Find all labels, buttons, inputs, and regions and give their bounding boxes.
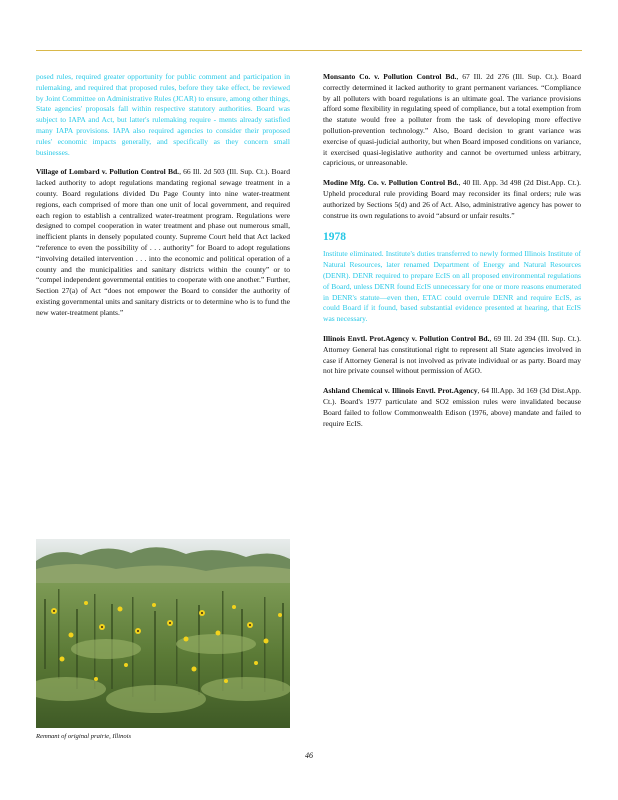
header-rule bbox=[36, 50, 582, 51]
photo-caption: Remnant of original prairie, Illinois bbox=[36, 733, 132, 740]
case-entry-monsanto bbox=[323, 72, 581, 169]
prairie-photo bbox=[36, 539, 290, 728]
case-text: , 40 Ill. App. 3d 498 (2d Dist.App. Ct.). Upheld procedural rule providing Board may reconsider its final orders; rule was authorized by Sections 5(d) and 26 of Act. Also, administrative agency has power to construe its own regulations to avoid “absurd or unfair results.” bbox=[323, 178, 581, 220]
case-text: , 69 Ill. 2d 394 (Ill. Sup. Ct.). Attorney General has constitutional right to represent all State agencies involved in case if Attorney General is not involved as private individual or as party. Board may not hire private counsel without permission of AGO. bbox=[323, 333, 581, 376]
case-name: Modine Mfg. Co. v. Pollution Control Bd. bbox=[323, 178, 459, 188]
right-column bbox=[323, 72, 581, 438]
case-name: Village of Lombard v. Pollution Control Bd. bbox=[36, 167, 180, 177]
case-text: , 67 Ill. 2d 276 (Ill. Sup. Ct.). Board correctly determined it lacked authority to grant permanent variances. “Compliance by all polluters with board regulations is an ultimate goal. The variance provisions afford some flexibility in regulating speed of compliance, but a total exemption from the statute would free a polluter from the task of developing more effective pollution-prevention technology.” Also, Board decision to grant variance was exercise of quasi-judicial authority, but when Board imposed conditions on variance, it exercised quasi-legislative authority and cannot be overturned unless arbitrary, capricious, or unreasonable. bbox=[323, 72, 581, 168]
case-entry-ashland bbox=[323, 386, 581, 429]
case-entry-lombard bbox=[36, 167, 290, 318]
case-entry-iepa bbox=[323, 334, 581, 377]
year-heading: 1978 bbox=[323, 231, 346, 244]
left-column bbox=[36, 72, 290, 328]
case-name: Monsanto Co. v. Pollution Control Bd. bbox=[323, 72, 457, 81]
year-paragraph: Institute eliminated. Institute's duties transferred to newly formed Illinois Institute of Natural Resources, later renamed Department of Energy and Natural Resources (DENR). DENR required to prepare EcIS on all proposed environmental regulations of Board, unless DENR found EcIS unnecessary for one or more reasons enumerated in DENR's statute—even then, ETAC could overrule DENR and require EcIS, as could Board if it found, based substantial evidence presented at hearing, that EcIS was necessary. bbox=[323, 249, 581, 324]
case-entry-modine bbox=[323, 178, 581, 221]
page-number: 46 bbox=[305, 751, 313, 760]
case-text: , 66 Ill. 2d 503 (Ill. Sup. Ct.). Board lacked authority to adopt regulations mandating regional sewage treatment in a county. Board regulations divided Du Page County into nine water-treatment regions, each comprised of more than one unit of local government, and required each region to establish a centralized water-treatment program. Regulations were designed to compel cooperation in water treatment and phase out numerous small, inefficient plants in densely populated county. Supreme Court held that Act lacked “reference to even the possibility of . . . authority” for Board to adopt regulations “involving detailed intervention . . . into the economic and political operation of a county and the municipalities and sanitary districts within the county” or to “compel independent governmental entities to cooperate with one another.” Further, Section 27(a) of Act “does not empower the Board to consider the authority of existing governmental units and sanitary districts or to determine who is to fund the new water-treatment plants.” bbox=[36, 167, 291, 317]
case-name: Ashland Chemical v. Illinois Envtl. Prot.Agency bbox=[323, 386, 478, 396]
intro-paragraph: posed rules, required greater opportunity for public comment and participation in rulemaking, and required that proposed rules, before they take effect, be reviewed by Joint Committee on Administrative Rules (JCAR) to ensure, among other things, State agencies' proposals fall within respective statutory authorities. Board was subject to IAPA and Act, but latter's rulemaking require - ments already satisfied many IAPA provisions. IAPA also required agencies to consider their proposed rules' economic impacts generally, and specifically as they concern small businesses. bbox=[36, 72, 290, 157]
case-name: Illinois Envtl. Prot.Agency v. Pollution Control Bd. bbox=[323, 333, 490, 343]
case-text: , 64 Ill.App. 3d 169 (3d Dist.App. Ct.). Board's 1977 particulate and SO2 emission rules were invalidated because Board failed to follow Commonwealth Edison (1976, above) mandate and failed to require EcIS. bbox=[323, 386, 582, 428]
